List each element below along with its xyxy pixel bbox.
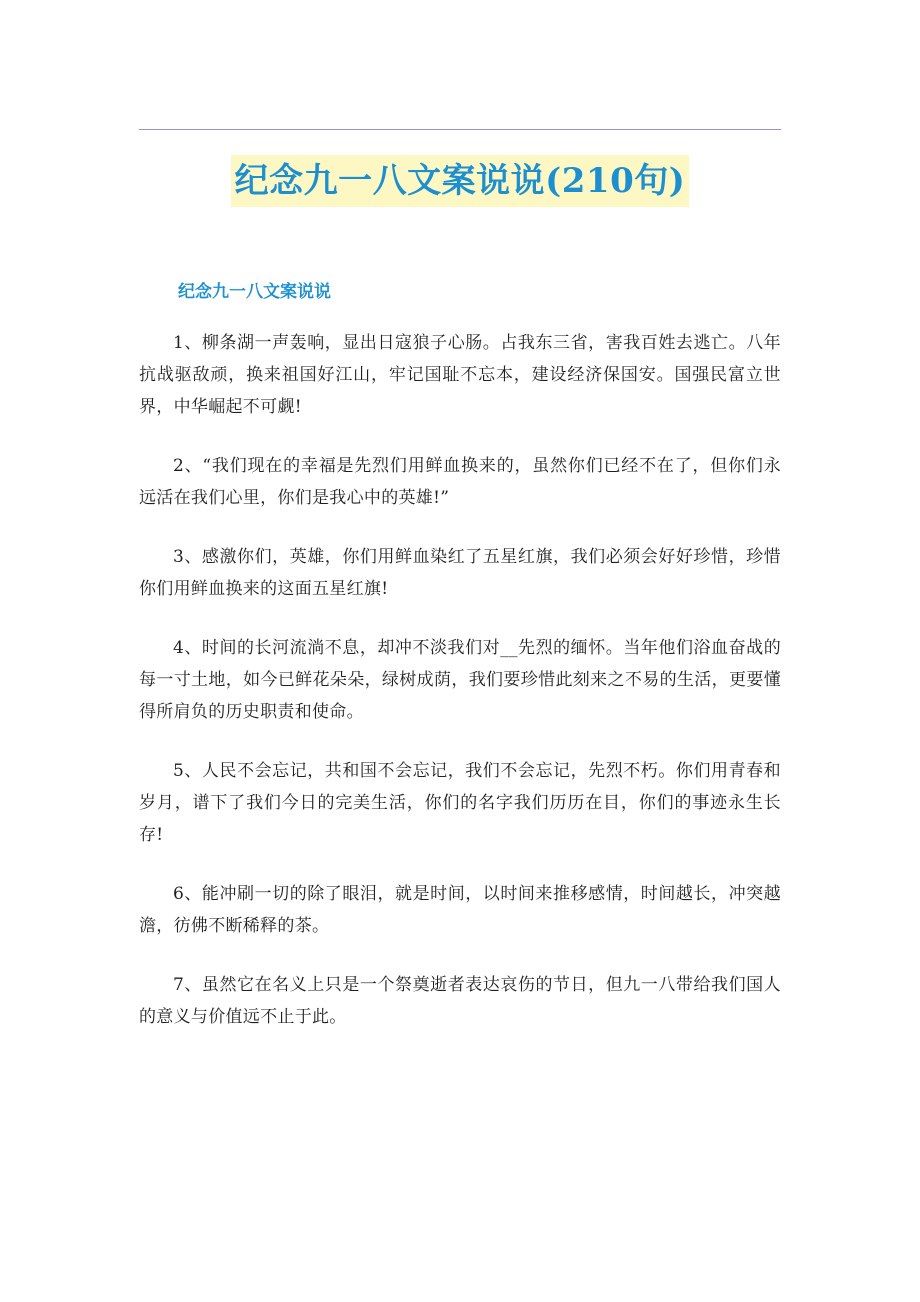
page-title: 纪念九一八文案说说(210句) [231,155,690,207]
paragraph-6: 6、能冲刷一切的除了眼泪，就是时间，以时间来推移感情，时间越长，冲突越澹，彷佛不断稀释的茶。 [139,884,781,936]
paragraph-2: 2、“我们现在的幸福是先烈们用鲜血换来的，虽然你们已经不在了，但你们永远活在我们心里，你们是我心中的英雄!” [139,456,781,508]
title-container [0,155,920,207]
section-heading: 纪念九一八文案说说 [178,282,331,302]
paragraph-1: 1、柳条湖一声轰响，显出日寇狼子心肠。占我东三省，害我百姓去逃亡。八年抗战驱敌顽，换来祖国好江山，牢记国耻不忘本，建设经济保国安。国强民富立世界，中华崛起不可觑! [139,333,781,417]
header-divider [139,129,781,130]
document-body [139,327,781,1060]
paragraph-4: 4、时间的长河流淌不息，却冲不淡我们对__先烈的缅怀。当年他们浴血奋战的每一寸土地，如今已鲜花朵朵，绿树成荫，我们要珍惜此刻来之不易的生活，更要懂得所肩负的历史职责和使命。 [139,638,781,722]
paragraph-3: 3、感激你们，英雄，你们用鲜血染红了五星红旗，我们必须会好好珍惜，珍惜你们用鲜血换来的这面五星红旗! [139,547,781,599]
paragraph-7: 7、虽然它在名义上只是一个祭奠逝者表达哀伤的节日，但九一八带给我们国人的意义与价值远不止于此。 [139,975,781,1027]
paragraph-5: 5、人民不会忘记，共和国不会忘记，我们不会忘记，先烈不朽。你们用青春和岁月，谱下了我们今日的完美生活，你们的名字我们历历在目，你们的事迹永生长存! [139,761,781,845]
